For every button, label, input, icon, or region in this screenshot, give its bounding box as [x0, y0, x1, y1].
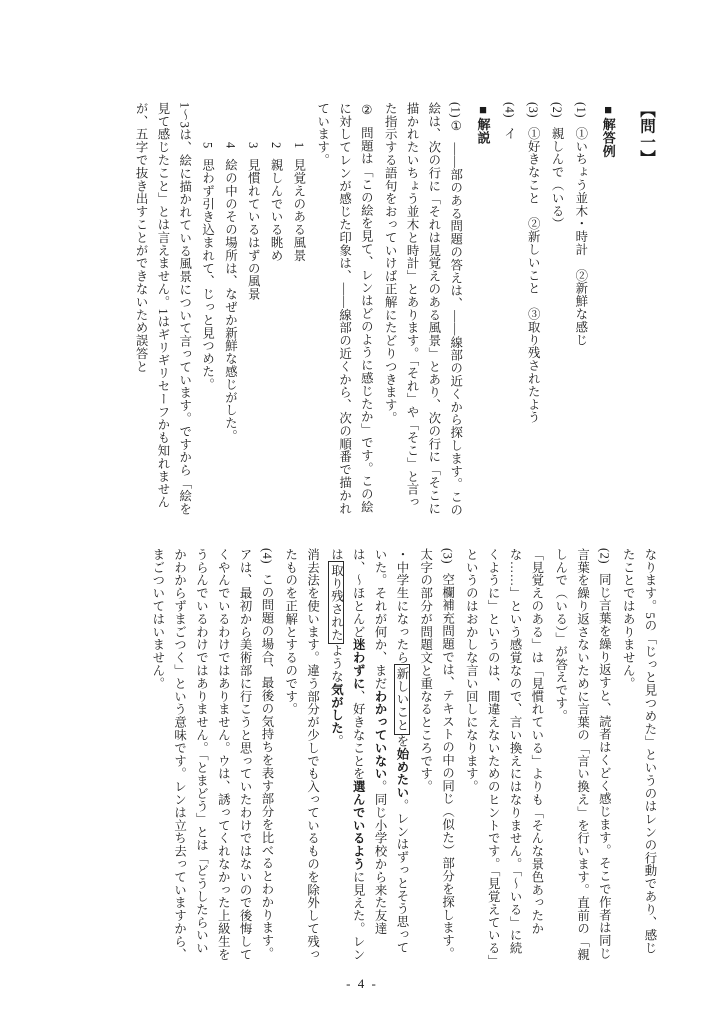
- bottom-band: [144, 548, 660, 966]
- list-number: 3: [246, 142, 261, 149]
- answers-heading: ■解答例: [600, 102, 616, 158]
- quote-segment: 。レンはずっとそう思っていた。それが何か、まだ: [373, 548, 409, 954]
- explanation-para-2-2: [460, 548, 547, 966]
- section-label: (3): [440, 548, 455, 564]
- quote-segment: 。: [329, 734, 344, 748]
- quote-segment: 、好きなことを: [351, 689, 366, 781]
- section-label: (2): [597, 548, 612, 564]
- answer-label: (3): [526, 102, 541, 118]
- answer-text: イ: [502, 126, 517, 140]
- explanation-para-4-1: [146, 548, 277, 966]
- list-number: 2: [269, 142, 284, 149]
- answer-label: (1): [573, 102, 588, 118]
- explanation-para-1-1: [378, 102, 465, 518]
- list-number: 1: [291, 142, 306, 149]
- list-number: 4: [223, 142, 238, 149]
- quote-segment-bold: 始めたい: [394, 747, 409, 800]
- answer-text: ①好きなこと ②新しいこと ③取り残されたよう: [526, 126, 541, 424]
- paragraph-text: なります。5の「じっと見つめた」というのはレンの行動であり、感じたことではありません。: [621, 548, 657, 955]
- answer-item-1: [569, 102, 591, 518]
- explanation-para-2-1: [549, 548, 614, 966]
- list-text: 親しんでいる眺め: [269, 158, 284, 262]
- quote-segment-boxed: 取り残された: [328, 561, 344, 644]
- list-text: 見覚えのある風景: [291, 158, 306, 262]
- explanation-para-1-4: [616, 548, 660, 966]
- explanation-para-3-1: [414, 548, 458, 966]
- answer-text: 親しんで（いる）: [550, 126, 565, 231]
- page-number: - 4 -: [346, 976, 378, 991]
- quote-segment: ような: [329, 644, 344, 684]
- quote-segment: 。同じ小学校から来た友達は、〜ほとんど: [351, 548, 388, 936]
- paragraph-text: 「見覚えのある」は「見慣れている」よりも「そんな景色あったかな……」という感覚なので、言い換えにはなりません。「〜いる」に続くように」というのは、間違えないためのヒントです。「見覚えている」というのはおかしな言い回しになります。: [464, 548, 544, 962]
- explanation-para-1-3: [129, 102, 194, 518]
- quote-segment-bold: 迷わずに: [351, 638, 366, 690]
- section-label: (4): [259, 548, 274, 564]
- list-text: 絵の中のその場所は、なぜか新鮮な感じがした。: [223, 158, 238, 443]
- list-item-5: [196, 102, 218, 518]
- quote-segment-bold: 選んでいるよう: [351, 780, 366, 871]
- quote-segment: ・中学生になったら: [394, 548, 409, 665]
- paragraph-text: 問題は「この絵を見て、レンはどのように感じたか」です。この絵に対してレンが感じた印象は、――線部の近くから、次の順番で描かれています。: [315, 102, 374, 515]
- quote-segment-boxed: 新しいこと: [394, 664, 410, 735]
- section-label: (1)①: [448, 102, 463, 134]
- quote-segment-bold: わかっていない: [373, 689, 388, 781]
- list-item-4: [219, 102, 241, 518]
- paragraph-text: ――部のある問題の答えは、――線部の近くから探します。この絵は、次の行に「それは見覚えのある風景」とあり、次の行に「そこに描かれたいちょう並木と時計」とあります。「それ」や「そこ」と言った指示する語句をおっていけば正解にたどりつきます。: [383, 102, 463, 517]
- answer-label: (2): [550, 102, 565, 118]
- list-item-1: [287, 102, 309, 518]
- list-number: 5: [200, 142, 215, 149]
- answer-label: (4): [502, 102, 517, 118]
- explanation-para-3-2: [279, 548, 323, 966]
- list-item-2: [264, 102, 286, 518]
- answer-item-2: [545, 102, 567, 518]
- answer-item-3: [521, 102, 543, 518]
- explanation-para-1-2: [311, 102, 376, 518]
- question-title: 【問一】: [638, 102, 655, 166]
- paragraph-text: 空欄補充問題では、テキストの中の同じ（似た）部分を探します。太字の部分が問題文と重なるところです。: [418, 548, 455, 960]
- quote-segment: を: [394, 734, 409, 748]
- paragraph-text: 消去法を使います。違う部分が少しでも入っているものを除外して残ったものを正解とするのです。: [283, 548, 320, 961]
- top-band: [127, 102, 660, 518]
- answer-text: ①いちょう並木・時計 ②新鮮な感じ: [573, 126, 588, 347]
- list-item-3: [241, 102, 263, 518]
- answer-item-4: [498, 102, 520, 518]
- list-text: 思わず引き込まれて、じっと見つめた。: [200, 158, 215, 391]
- paragraph-text: この問題の場合、最後の気持ちを表す部分を比べるとわかります。アは、最初から美術部に行こうと思っていたわけではないので後悔してくやんでいるわけではありません。ウは、誘ってくれなかった上級生をうらんでいるわけではありません。「とまどう」とは「どうしたらいいかわからずまごつく」という意味です。レンは立ち去っていますから、まごついてはいません。: [150, 548, 274, 961]
- explanation-heading: ■解説: [475, 102, 491, 145]
- quote-segment: に見えた。レンは: [329, 548, 366, 961]
- quote-segment-bold: 気がした: [329, 683, 344, 735]
- paragraph-text: 1〜3は、絵に描かれている風景について言っています。ですから「絵を見て感じたこと」とは言えません。1はギリギリセーフかも知れませんが、五字で抜き出すことができないため誤答と: [134, 102, 192, 516]
- quoted-passage: [325, 548, 412, 966]
- paragraph-text: 同じ言葉を繰り返すと、読者はくどく感じます。そこで作者は同じ言葉を繰り返さないために言葉の「言い換え」を行います。直前の「親しんで（いる）」が答えです。: [553, 548, 612, 961]
- section-label: ②: [359, 102, 374, 118]
- list-text: 見慣れているはずの風景: [246, 158, 261, 301]
